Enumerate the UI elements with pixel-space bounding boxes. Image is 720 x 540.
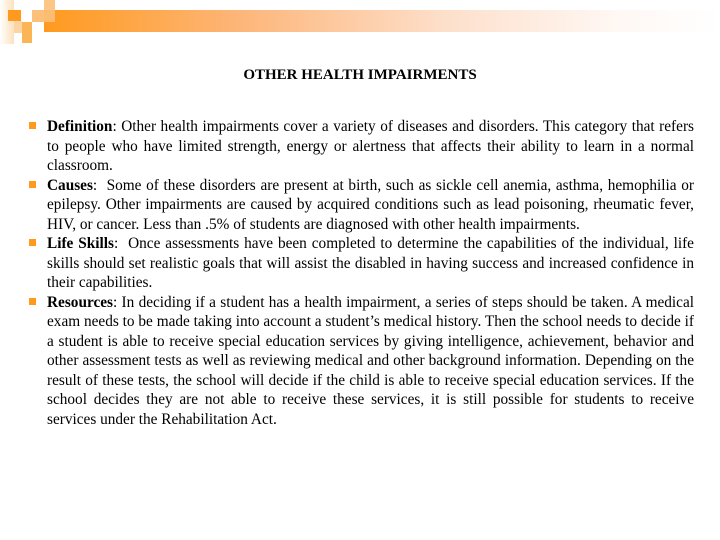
bullet-separator: : xyxy=(112,118,122,135)
bullet-separator: : xyxy=(92,176,107,194)
bullet-list xyxy=(0,117,720,429)
corner-decoration-square xyxy=(44,0,55,22)
bullet-text: Some of these disorders are present at birth, such as sickle cell anemia, asthma, hemophilia or epilepsy. Other impairments are caused by acquired conditions such as lead poisoning, rheumatic fever, HIV, or cancer. Less than .5% of students are diagnosed with other health impairments. xyxy=(47,176,694,233)
bullet-resources xyxy=(0,293,720,430)
bullet-separator: : xyxy=(113,235,129,252)
header-gradient-bar xyxy=(44,10,720,32)
bullet-term: Definition xyxy=(47,118,113,135)
bullet-text: Other health impairments cover a variety of diseases and disorders. This category that refers to people who have limited strength, energy or alertness that affects their ability to learn in a normal classroom. xyxy=(47,118,694,174)
square-bullet-icon xyxy=(29,181,36,188)
corner-decoration-square xyxy=(8,10,21,21)
corner-decoration-fade xyxy=(0,0,14,44)
square-bullet-icon xyxy=(29,122,36,129)
bullet-life-skills xyxy=(0,234,720,293)
slide-title: OTHER HEALTH IMPAIRMENTS xyxy=(243,67,477,83)
bullet-separator: : xyxy=(113,293,122,311)
corner-decoration-square xyxy=(22,22,32,43)
square-bullet-icon xyxy=(29,239,36,246)
bullet-term: Resources xyxy=(47,293,113,311)
bullet-causes xyxy=(0,176,720,235)
bullet-definition xyxy=(0,117,720,176)
corner-decoration-square xyxy=(32,10,44,22)
corner-decoration-square xyxy=(14,21,22,33)
bullet-text: In deciding if a student has a health impairment, a series of steps should be taken. A medical exam needs to be made taking into account a student’s medical history. Then the school needs to decide if a student is able to receive special education services by giving intelligence, achievement, behavior and other assessment tests as well as reviewing medical and other background information. Depending on the result of these tests, the school will decide if the child is able to receive special education services. If the school decides they are not able to receive these services, it is still possible for students to receive services under the Rehabilitation Act. xyxy=(47,293,694,428)
square-bullet-icon xyxy=(29,298,36,305)
bullet-term: Causes xyxy=(47,176,93,194)
bullet-term: Life Skills xyxy=(47,235,114,252)
bullet-text: Once assessments have been completed to determine the capabilities of the individual, life skills should set realistic goals that will assist the disabled in having success and increased confidence in their capabilities. xyxy=(47,235,694,291)
